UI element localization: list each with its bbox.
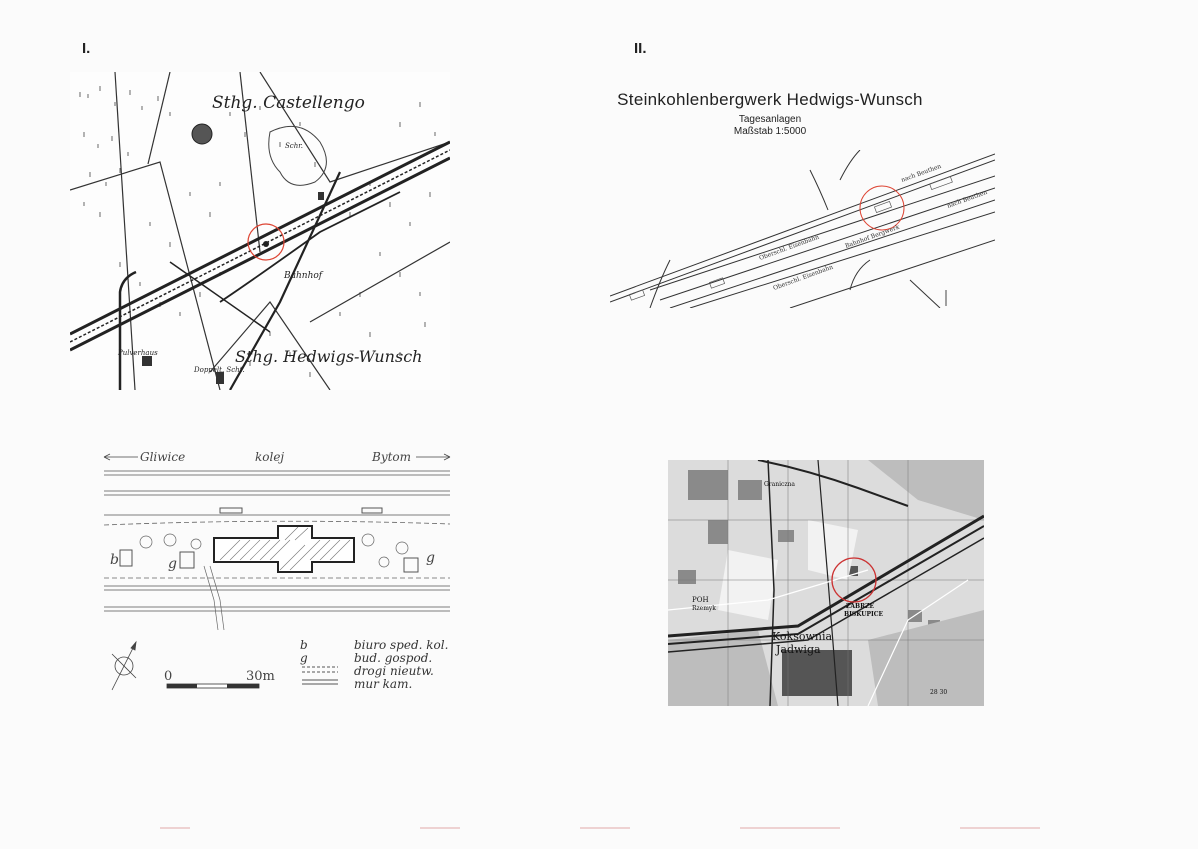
section-label-two: II. [634, 40, 647, 57]
plan-left-direction: Gliwice [140, 450, 186, 464]
label-bahnhof-bergwerk: Bahnhof Bergwerk [844, 223, 901, 250]
plan-mark-g-left: g [168, 556, 177, 572]
section-label-one: I. [82, 40, 91, 57]
legend-value: mur kam. [354, 677, 413, 691]
north-arrow-icon [112, 642, 136, 690]
label-rzemyk: Rzemyk [692, 605, 716, 612]
label-poh: POH [692, 596, 709, 604]
legend-wall-symbol [300, 677, 340, 689]
railway-map-panel [610, 150, 995, 308]
label-beuthen-2: nach Beuthen [946, 188, 989, 210]
scale-end: 30m [246, 669, 275, 684]
plan-scale-area [100, 636, 300, 700]
legend-row [300, 664, 470, 677]
legend-key: g [300, 651, 308, 665]
map2-title: Steinkohlenbergwerk Hedwigs-Wunsch [617, 90, 923, 109]
legend-row [300, 638, 470, 651]
modern-map [668, 460, 984, 706]
site-plan-drawing [100, 440, 460, 640]
map2-subtitle: Tagesanlagen [738, 114, 802, 125]
historic-map [70, 72, 450, 390]
plan-mark-b: b [110, 552, 119, 568]
plan-legend [300, 638, 470, 690]
label-koksownia: Koksownia [772, 630, 833, 643]
label-pulverhaus: Pulverhaus [118, 349, 158, 357]
plan-right-direction: Bytom [372, 450, 412, 464]
site-plan [100, 440, 460, 640]
legend-value: drogi nieutw. [354, 664, 434, 678]
label-schr: Schr. [285, 142, 304, 150]
label-castellengo: Sthg. Castellengo [212, 93, 365, 113]
railway-map [610, 150, 995, 308]
map2-scale: Maßstab 1:5000 [733, 126, 807, 137]
label-bahnhof: Bahnhof [284, 271, 323, 281]
label-zabrze: ZABRZE [846, 603, 875, 610]
legend-key: b [300, 638, 308, 652]
legend-row [300, 677, 470, 690]
plan-middle-label: kolej [255, 450, 285, 464]
plan-scale-drawing [100, 636, 300, 700]
scan-noise [160, 826, 1140, 830]
legend-row [300, 651, 470, 664]
scale-start: 0 [164, 669, 173, 684]
label-doppelt: Doppelt. Scht. [194, 366, 245, 374]
legend-value: biuro sped. kol. [354, 638, 449, 652]
label-biskupice: BISKUPICE [844, 611, 884, 618]
label-hedwigs: Sthg. Hedwigs-Wunsch [235, 347, 423, 366]
label-jadwiga: Jadwiga [776, 643, 821, 656]
label-eisenbahn-1: Oberschl. Eisenbahn [758, 233, 821, 262]
modern-map-panel [668, 460, 984, 706]
label-beuthen-1: nach Beuthen [900, 162, 943, 184]
label-eisenbahn-2: Oberschl. Eisenbahn [772, 263, 835, 292]
historic-map-panel [70, 72, 450, 390]
legend-value: bud. gospod. [354, 651, 433, 665]
map2-title-block [600, 90, 940, 138]
legend-dashed-symbol [300, 664, 340, 676]
plan-mark-g-right: g [426, 550, 435, 566]
label-graniczna: Graniczna [764, 481, 795, 488]
label-grid: 28 30 [930, 689, 948, 696]
